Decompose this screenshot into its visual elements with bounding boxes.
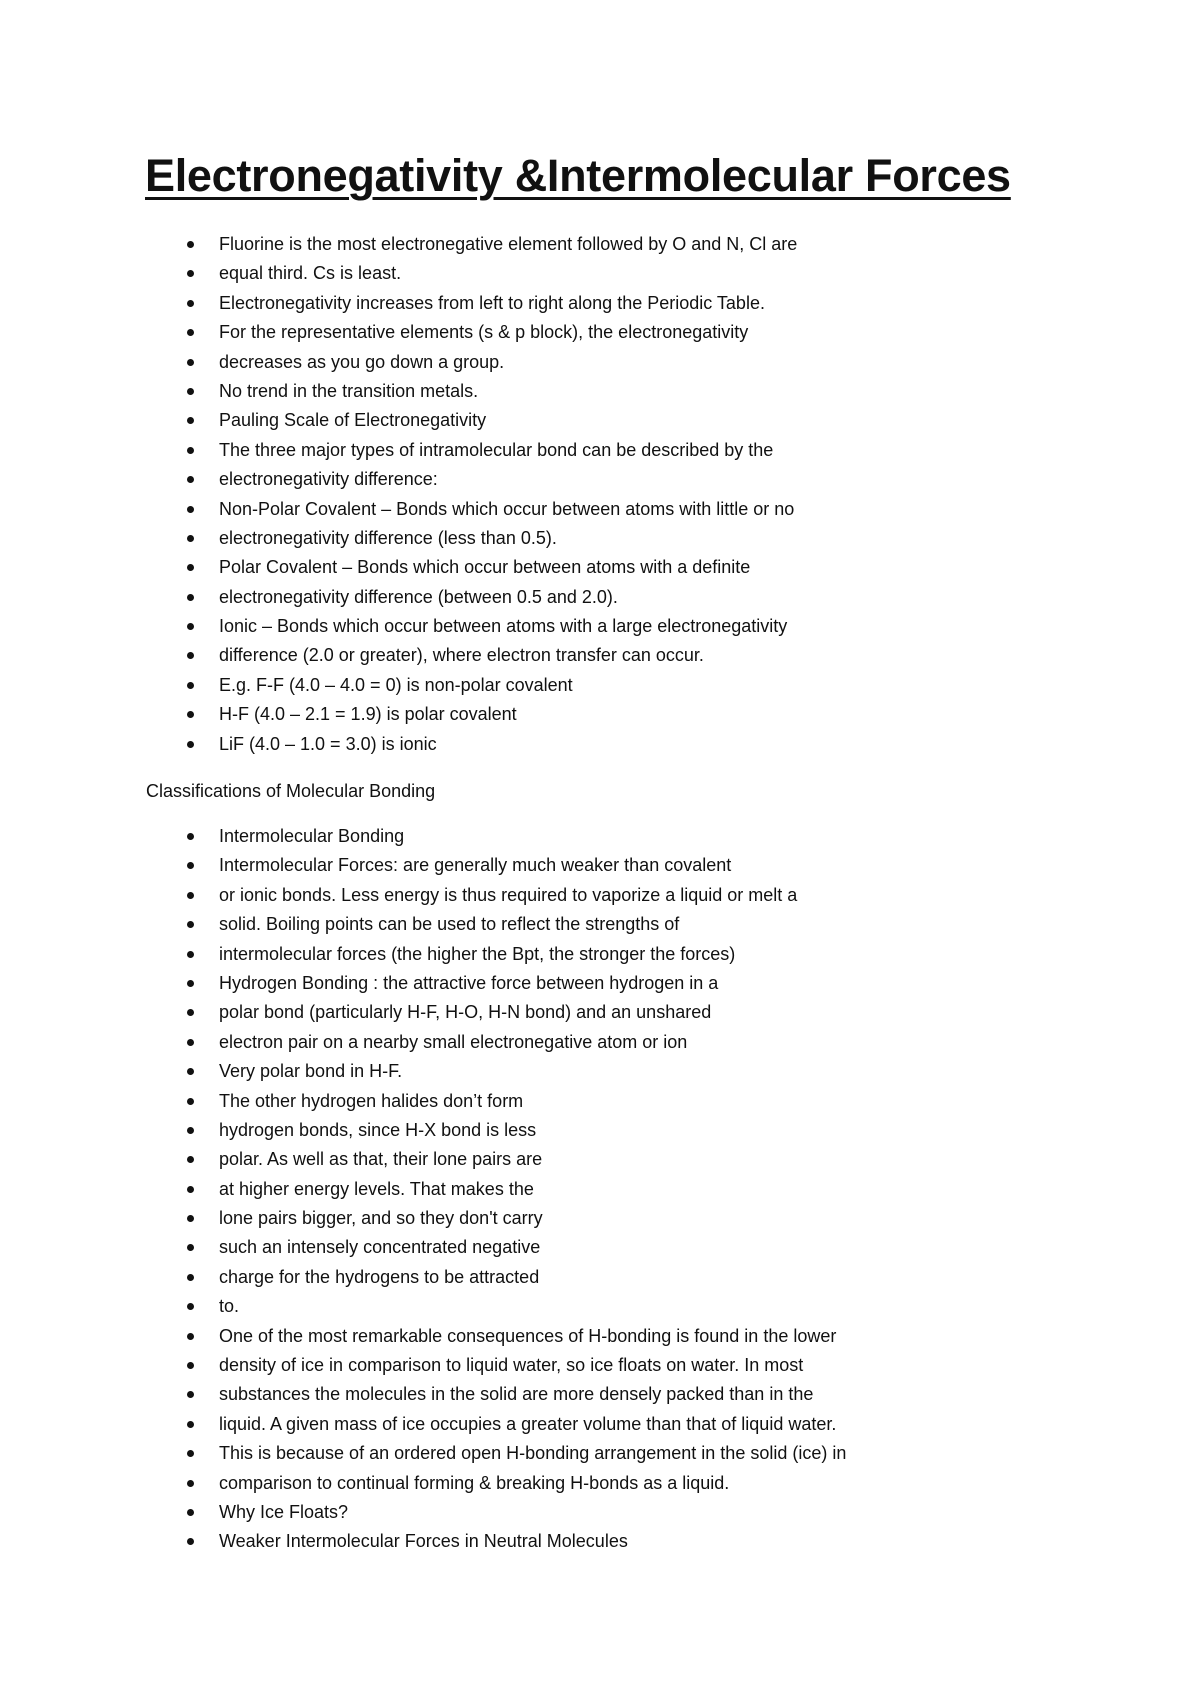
list-item-text: Intermolecular Bonding	[219, 826, 405, 846]
list-item	[0, 940, 846, 969]
list-item-text: hydrogen bonds, since H-X bond is less	[219, 1119, 537, 1140]
list-item-text: substances the molecules in the solid are more densely packed than in the	[219, 1384, 814, 1405]
bullet-icon	[187, 1333, 194, 1340]
list-item	[0, 524, 797, 553]
bullet-icon	[187, 359, 194, 366]
list-item	[0, 553, 797, 582]
bullet-icon	[187, 447, 194, 454]
bullet-icon	[187, 862, 194, 869]
list-item	[0, 289, 797, 318]
bullet-icon	[187, 623, 194, 630]
bullet-icon	[187, 921, 194, 928]
list-item	[0, 318, 797, 347]
list-item	[0, 612, 797, 641]
list-item-text: to.	[219, 1296, 240, 1317]
bullet-icon	[187, 1450, 194, 1457]
list-item	[0, 910, 846, 939]
bullet-icon	[187, 741, 194, 748]
list-item	[0, 583, 797, 612]
list-item-text: For the representative elements (s & p block), the electronegativity	[219, 322, 749, 343]
list-item-text: No trend in the transition metals.	[219, 380, 479, 401]
list-item	[0, 822, 846, 851]
bullet-icon	[187, 1421, 194, 1428]
list-item-text: intermolecular forces (the higher the Bpt, the stronger the forces)	[219, 943, 736, 964]
bullet-icon	[187, 241, 194, 248]
bullet-icon	[187, 300, 194, 307]
list-item	[0, 1439, 846, 1468]
bullet-icon	[187, 1039, 194, 1046]
list-item-text: decreases as you go down a group.	[219, 351, 505, 372]
bullet-icon	[187, 833, 194, 840]
bullet-icon	[187, 270, 194, 277]
bullet-icon	[187, 594, 194, 601]
list-item-text: One of the most remarkable consequences of H-bonding is found in the lower	[219, 1325, 837, 1346]
bullet-icon	[187, 1362, 194, 1369]
electronegativity-bullet-list	[0, 230, 797, 759]
bullet-icon	[187, 388, 194, 395]
list-item-text: polar bond (particularly H-F, H-O, H-N bond) and an unshared	[219, 1002, 712, 1023]
list-item	[0, 495, 797, 524]
list-item-text: charge for the hydrogens to be attracted	[219, 1266, 540, 1287]
list-item-text: liquid. A given mass of ice occupies a greater volume than that of liquid water.	[219, 1413, 837, 1434]
list-item	[0, 881, 846, 910]
list-item	[0, 671, 797, 700]
bullet-icon	[187, 1391, 194, 1398]
list-item-text: Pauling Scale of Electronegativity	[219, 410, 487, 431]
bullet-icon	[187, 1538, 194, 1545]
bullet-icon	[187, 1509, 194, 1516]
list-item	[0, 1175, 846, 1204]
list-item	[0, 1204, 846, 1233]
bullet-icon	[187, 1244, 194, 1251]
list-item-text: Ionic – Bonds which occur between atoms with a large electronegativity	[219, 616, 788, 637]
list-item	[0, 1469, 846, 1498]
list-item	[0, 1057, 846, 1086]
bullet-icon	[187, 1098, 194, 1105]
list-item-text: difference (2.0 or greater), where electron transfer can occur.	[219, 645, 704, 666]
bullet-icon	[187, 1480, 194, 1487]
bullet-icon	[187, 476, 194, 483]
list-item-text: density of ice in comparison to liquid water, so ice floats on water. In most	[219, 1355, 804, 1376]
list-item	[0, 700, 797, 729]
list-item-text: Non-Polar Covalent – Bonds which occur between atoms with little or no	[219, 498, 795, 519]
list-item	[0, 436, 797, 465]
bullet-icon	[187, 1303, 194, 1310]
list-item	[0, 230, 797, 259]
list-item-text: The three major types of intramolecular bond can be described by the	[219, 439, 774, 460]
list-item-text: The other hydrogen halides don’t form	[219, 1090, 524, 1111]
list-item-text: H-F (4.0 – 2.1 = 1.9) is polar covalent	[219, 704, 517, 725]
list-item-text: Intermolecular Forces: are generally much weaker than covalent	[219, 855, 732, 876]
bullet-icon	[187, 652, 194, 659]
list-item-text: E.g. F-F (4.0 – 4.0 = 0) is non-polar covalent	[219, 674, 573, 695]
list-item-text: Why Ice Floats?	[219, 1501, 349, 1522]
list-item	[0, 1028, 846, 1057]
bullet-icon	[187, 506, 194, 513]
list-item-text: Weaker Intermolecular Forces in Neutral Molecules	[219, 1531, 628, 1552]
list-item	[0, 1233, 846, 1262]
bullet-icon	[187, 417, 194, 424]
list-item-text: This is because of an ordered open H-bonding arrangement in the solid (ice) in	[219, 1443, 847, 1464]
bullet-icon	[187, 1215, 194, 1222]
list-item-text: LiF (4.0 – 1.0 = 3.0) is ionic	[219, 733, 437, 754]
list-item	[0, 1351, 846, 1380]
list-item	[0, 730, 797, 759]
bullet-icon	[187, 564, 194, 571]
bullet-icon	[187, 682, 194, 689]
list-item-text: Electronegativity increases from left to right along the Periodic Table.	[219, 292, 765, 313]
molecular-bonding-bullet-list	[0, 822, 846, 1557]
list-item-text: comparison to continual forming & breaking H-bonds as a liquid.	[219, 1472, 730, 1493]
list-item	[0, 1292, 846, 1321]
list-item	[0, 641, 797, 670]
list-item-text: electronegativity difference (less than 0.5).	[219, 527, 557, 548]
list-item	[0, 1498, 846, 1527]
list-item-text: Polar Covalent – Bonds which occur between atoms with a definite	[219, 557, 751, 578]
list-item-text: Hydrogen Bonding : the attractive force between hydrogen in a	[219, 972, 719, 993]
list-item-text: electron pair on a nearby small electronegative atom or ion	[219, 1031, 688, 1052]
list-item	[0, 465, 797, 494]
bullet-icon	[187, 1186, 194, 1193]
bullet-icon	[187, 1156, 194, 1163]
list-item	[0, 1380, 846, 1409]
bullet-icon	[187, 980, 194, 987]
bullet-icon	[187, 535, 194, 542]
list-item-text: electronegativity difference (between 0.5 and 2.0).	[219, 586, 618, 607]
bullet-icon	[187, 1068, 194, 1075]
list-item-text: electronegativity difference:	[219, 469, 438, 490]
list-item-text: polar. As well as that, their lone pairs are	[219, 1149, 543, 1170]
list-item-text: Very polar bond in H-F.	[219, 1061, 403, 1082]
bullet-icon	[187, 1274, 194, 1281]
document-title: Electronegativity &Intermolecular Forces	[145, 150, 1011, 201]
list-item-text: or ionic bonds. Less energy is thus required to vaporize a liquid or melt a	[219, 884, 798, 905]
bullet-icon	[187, 892, 194, 899]
list-item-text: at higher energy levels. That makes the	[219, 1178, 534, 1199]
list-item	[0, 1145, 846, 1174]
list-item	[0, 1527, 846, 1556]
bullet-icon	[187, 1009, 194, 1016]
list-item-text: Fluorine is the most electronegative element followed by O and N, Cl are	[219, 234, 798, 254]
list-item	[0, 851, 846, 880]
bullet-icon	[187, 951, 194, 958]
bullet-icon	[187, 1127, 194, 1134]
list-item	[0, 259, 797, 288]
list-item	[0, 998, 846, 1027]
list-item	[0, 1263, 846, 1292]
list-item-text: such an intensely concentrated negative	[219, 1237, 541, 1258]
list-item	[0, 1087, 846, 1116]
section-subheading: Classifications of Molecular Bonding	[146, 781, 436, 801]
list-item	[0, 969, 846, 998]
bullet-icon	[187, 711, 194, 718]
bullet-icon	[187, 329, 194, 336]
list-item-text: equal third. Cs is least.	[219, 263, 402, 284]
list-item	[0, 348, 797, 377]
list-item-text: solid. Boiling points can be used to reflect the strengths of	[219, 914, 680, 935]
list-item	[0, 1116, 846, 1145]
list-item	[0, 377, 797, 406]
list-item	[0, 406, 797, 435]
list-item-text: lone pairs bigger, and so they don't carry	[219, 1208, 543, 1229]
list-item	[0, 1410, 846, 1439]
list-item	[0, 1322, 846, 1351]
